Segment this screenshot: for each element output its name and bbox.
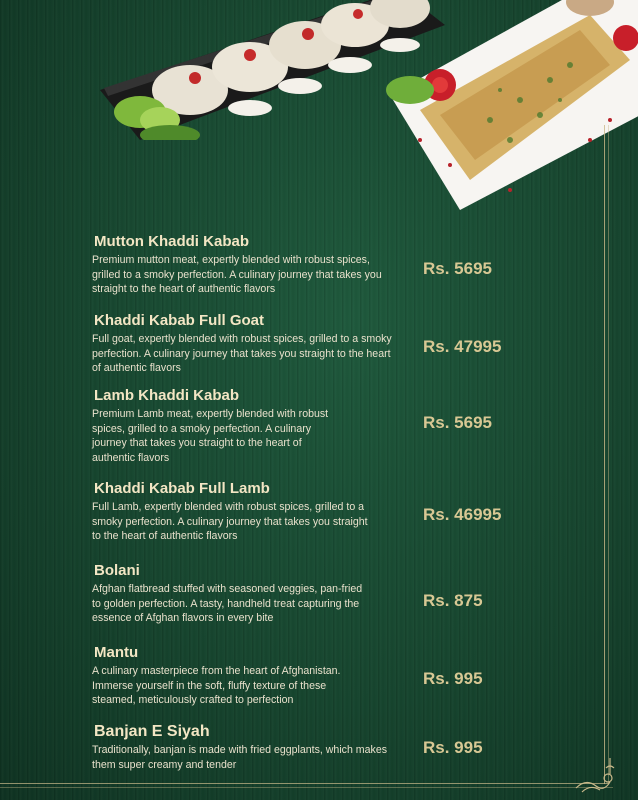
item-name: Bolani <box>94 562 140 579</box>
menu-item-bolani <box>92 562 532 626</box>
item-price: Rs. 46995 <box>423 505 502 524</box>
item-name: Lamb Khaddi Kabab <box>94 387 240 404</box>
menu-item-khaddi-kabab-full-lamb <box>92 480 532 544</box>
item-description: Afghan flatbread stuffed with seasoned veggies, pan-fried to golden perfection. A tasty, handheld treat capturing the essence of Afghan flavors in every bite <box>92 583 363 624</box>
menu-item-lamb-khaddi-kabab <box>92 387 532 465</box>
item-name: Banjan E Siyah <box>94 723 210 740</box>
item-description: A culinary masterpiece from the heart of Afghanistan. Immerse yourself in the soft, fluffy texture of these steamed, meticulously crafted to perfection <box>92 665 341 706</box>
item-name: Mantu <box>94 644 139 661</box>
menu-item-mantu <box>92 644 532 708</box>
item-name: Khaddi Kabab Full Goat <box>94 312 265 329</box>
item-price: Rs. 995 <box>423 738 483 757</box>
item-description: Full Lamb, expertly blended with robust spices, grilled to a smoky perfection. A culinary journey that takes you straight to the heart of authentic flavors <box>92 501 368 542</box>
item-description: Traditionally, banjan is made with fried eggplants, which makes them super creamy and tender <box>92 744 388 771</box>
item-price: Rs. 5695 <box>423 413 492 432</box>
menu-item-banjan-e-siyah <box>92 723 532 772</box>
item-price: Rs. 995 <box>423 669 483 688</box>
item-name: Mutton Khaddi Kabab <box>94 233 249 250</box>
item-description: Premium Lamb meat, expertly blended with robust spices, grilled to a smoky perfection. A culinary journey that takes you straight to the heart of authentic flavors <box>92 408 329 464</box>
menu-item-mutton-khaddi-kabab <box>92 233 532 297</box>
item-price: Rs. 5695 <box>423 259 492 278</box>
item-description: Premium mutton meat, expertly blended with robust spices, grilled to a smoky perfection. A culinary journey that takes you straight to the heart of authentic flavors <box>92 254 382 295</box>
item-price: Rs. 47995 <box>423 337 502 356</box>
item-price: Rs. 875 <box>423 591 483 610</box>
item-description: Full goat, expertly blended with robust spices, grilled to a smoky perfection. A culinary journey that takes you straight to the heart of authentic flavors <box>92 333 392 374</box>
menu-item-khaddi-kabab-full-goat <box>92 312 532 376</box>
item-name: Khaddi Kabab Full Lamb <box>94 480 270 497</box>
